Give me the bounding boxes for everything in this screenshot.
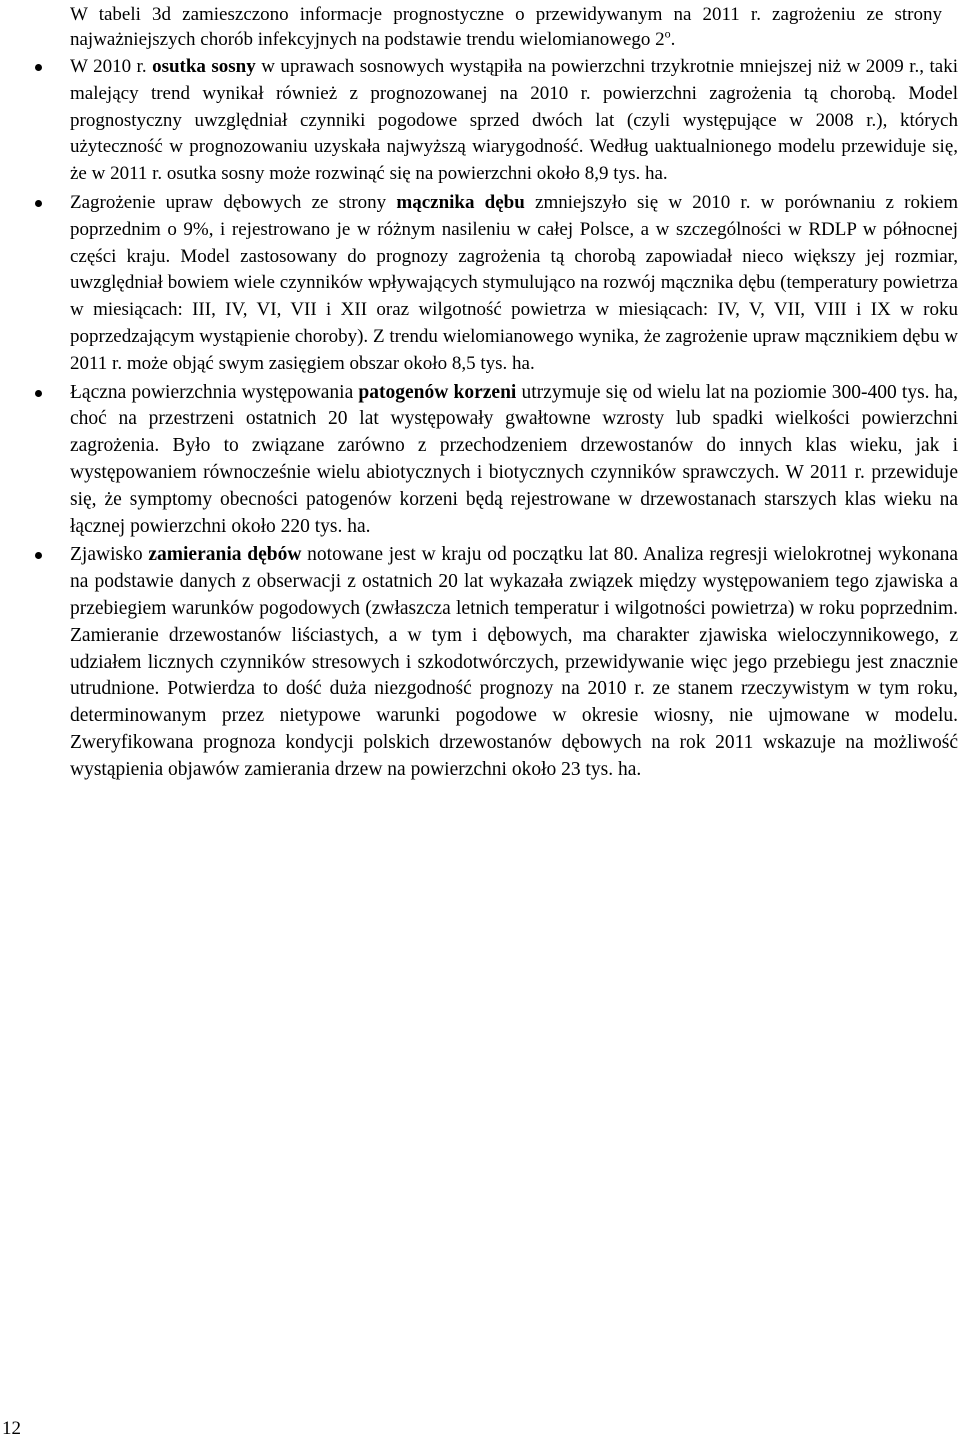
intro-superscript: o bbox=[664, 26, 671, 41]
bullet-bold-term: osutka sosny bbox=[152, 56, 256, 77]
bullet-dot-icon bbox=[35, 552, 42, 559]
bullet-item-patogeny-korzeni bbox=[0, 380, 958, 541]
bullet-bold-term: mącznika dębu bbox=[396, 191, 525, 213]
intro-text-end: . bbox=[670, 29, 676, 50]
bullet-dot-icon bbox=[35, 64, 42, 71]
bullet-list bbox=[0, 54, 960, 786]
bullet-item-macznik-debu bbox=[0, 190, 958, 378]
bullet-text: notowane jest w kraju od początku lat 80. Analiza regresji wielokrotnej wykonana na podstawie danych z obserwacji z ostatnich 20 lat wykazała związek między występowaniem tego zjawiska a przebiegiem warunków pogodowych (zwłaszcza letnich temperatur i wilgotności powietrza) w roku poprzednim. Zamieranie drzewostanów liściastych, a w tym i dębowych, ma charakter zjawiska wieloczynnikowego, z udziałem licznych czynników stresowych i szkodotwórczych, przewidywanie więc jego przebiegu jest znacznie utrudnione. Potwierdza to dość duża niezgodność prognozy na 2010 r. ze stanem rzeczywistym w tym roku, determinowanym przez nietypowe warunki pogodowe w okresie wiosny, nie ujmowane w modelu. Zweryfikowana prognoza kondycji polskich drzewostanów dębowych na rok 2011 wskazuje na możliwość wystąpienia objawów zamierania drzew na powierzchni około 23 tys. ha. bbox=[70, 544, 959, 780]
bullet-text: zmniejszyło się w 2010 r. w porównaniu z rokiem poprzednim o 9%, i rejestrowano je w różnym nasileniu w całej Polsce, a w szczególności w RDLP w północnej części kraju. Model zastosowany do prognozy zagrożenia tą chorobą zapowiadał nieco większy jej rozmiar, uwzględniał bowiem wiele czynników wpływających stymulująco na rozwój mącznika dębu (temperatury powietrza w miesiącach: III, IV, VI, VII i XII oraz wilgotność powietrza w miesiącach: IV, V, VII, VIII i IX w roku poprzedzającym wystąpienie choroby). Z trendu wielomianowego wynika, że zagrożenie upraw mącznikiem dębu w 2011 r. może objąć swym zasięgiem obszar około 8,5 tys. ha. bbox=[70, 191, 958, 374]
bullet-item-zamieranie-debow bbox=[0, 542, 958, 783]
intro-text: W tabeli 3d zamieszczono informacje prognostyczne o przewidywanym na 2011 r. zagrożeniu ze strony najważniejszych chorób infekcyjnych na podstawie trendu wielomianowego 2 bbox=[70, 4, 942, 50]
bullet-dot-icon bbox=[35, 390, 42, 397]
page-number: 12 bbox=[2, 1418, 21, 1439]
bullet-bold-term: zamierania dębów bbox=[148, 544, 302, 566]
bullet-text: utrzymuje się od wielu lat na poziomie 300-400 tys. ha, choć na przestrzeni ostatnich 20 lat występowały gwałtowne wzrosty lub spadki wielkości powierzchni zagrożenia. Było to związane zarówno z przechodzeniem drzewostanów do innych klas wieku, jak i występowaniem równocześnie wielu abiotycznych i biotycznych czynników sprawczych. W 2011 r. przewiduje się, że symptomy obecności patogenów korzeni będą rejestrowane w drzewostanach starszych klas wieku na łącznej powierzchni około 220 tys. ha. bbox=[70, 381, 958, 537]
bullet-text: w uprawach sosnowych wystąpiła na powierzchni trzykrotnie mniejszej niż w 2009 r., taki malejący trend wynikał również z prognozowanej na 2010 r. powierzchni zagrożenia tą chorobą. Model prognostyczny uwzględniał czynniki pogodowe sprzed dwóch lat (czyli występujące w 2008 r.), których użyteczność w prognozowaniu uzyskała najwyższą wiarygodność. Według uaktualnionego modelu przewiduje się, że w 2011 r. osutka sosny może rozwinąć się na powierzchni około 8,9 tys. ha. bbox=[70, 56, 958, 185]
bullet-lead: Łączna powierzchnia występowania bbox=[70, 381, 359, 403]
bullet-item-osutka-sosny bbox=[0, 54, 958, 188]
bullet-bold-term: patogenów korzeni bbox=[358, 381, 517, 403]
bullet-lead: W 2010 r. bbox=[70, 56, 153, 77]
bullet-lead: Zagrożenie upraw dębowych ze strony bbox=[70, 191, 397, 213]
bullet-lead: Zjawisko bbox=[70, 544, 149, 566]
intro-paragraph bbox=[70, 2, 942, 52]
bullet-dot-icon bbox=[35, 200, 42, 207]
